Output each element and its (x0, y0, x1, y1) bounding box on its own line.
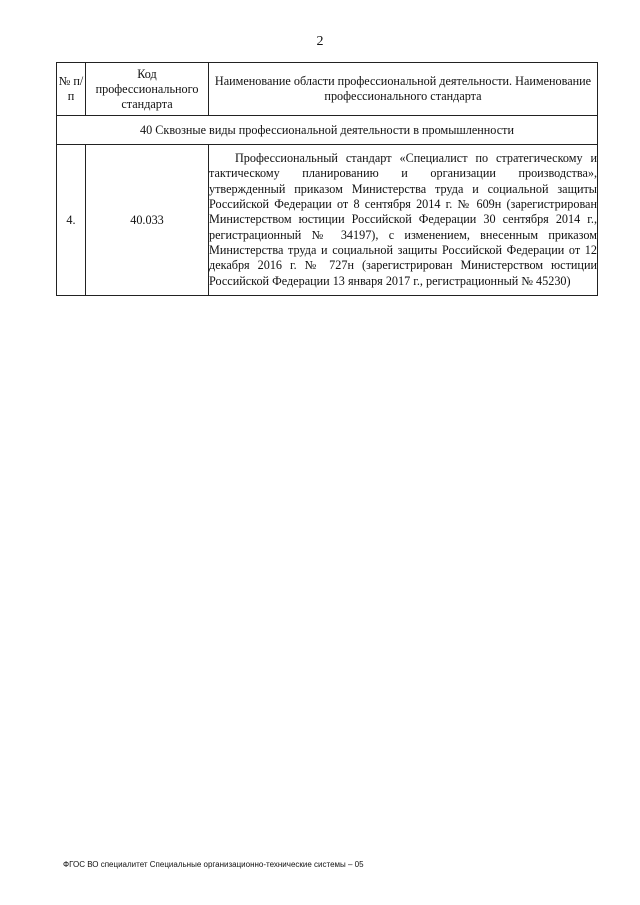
table-row (57, 145, 598, 296)
row-num: 4. (57, 145, 86, 296)
row-name: Профессиональный стандарт «Специалист по стратегическому и тактическому планированию и организации производства», утвержденный приказом Министерства труда и социальной защиты Российской Федерации от 8 сентября 2014 г. № 609н (зарегистрирован Министерством юстиции Российской Федерации 30 сентября 2014 г., регистрационный № 34197), с изменением, внесенным приказом Министерства труда и социальной защиты Российской Федерации от 12 декабря 2016 г. № 727н (зарегистрирован Министерством юстиции Российской Федерации 13 января 2017 г., регистрационный № 45230) (209, 151, 597, 288)
professional-standards-table (56, 62, 598, 296)
header-name: Наименование области профессиональной деятельности. Наименование профессионального стандарта (209, 63, 598, 116)
header-code: Код профессионального стандарта (86, 63, 209, 116)
row-code: 40.033 (86, 145, 209, 296)
section-row (57, 116, 598, 145)
page-number: 2 (316, 34, 324, 49)
row-name-cell (209, 145, 598, 296)
table-header-row (57, 63, 598, 116)
header-num: № п/п (57, 63, 86, 116)
footer-text: ФГОС ВО специалитет Специальные организационно-технические системы – 05 (63, 860, 364, 869)
section-title: 40 Сквозные виды профессиональной деятельности в промышленности (57, 116, 598, 145)
